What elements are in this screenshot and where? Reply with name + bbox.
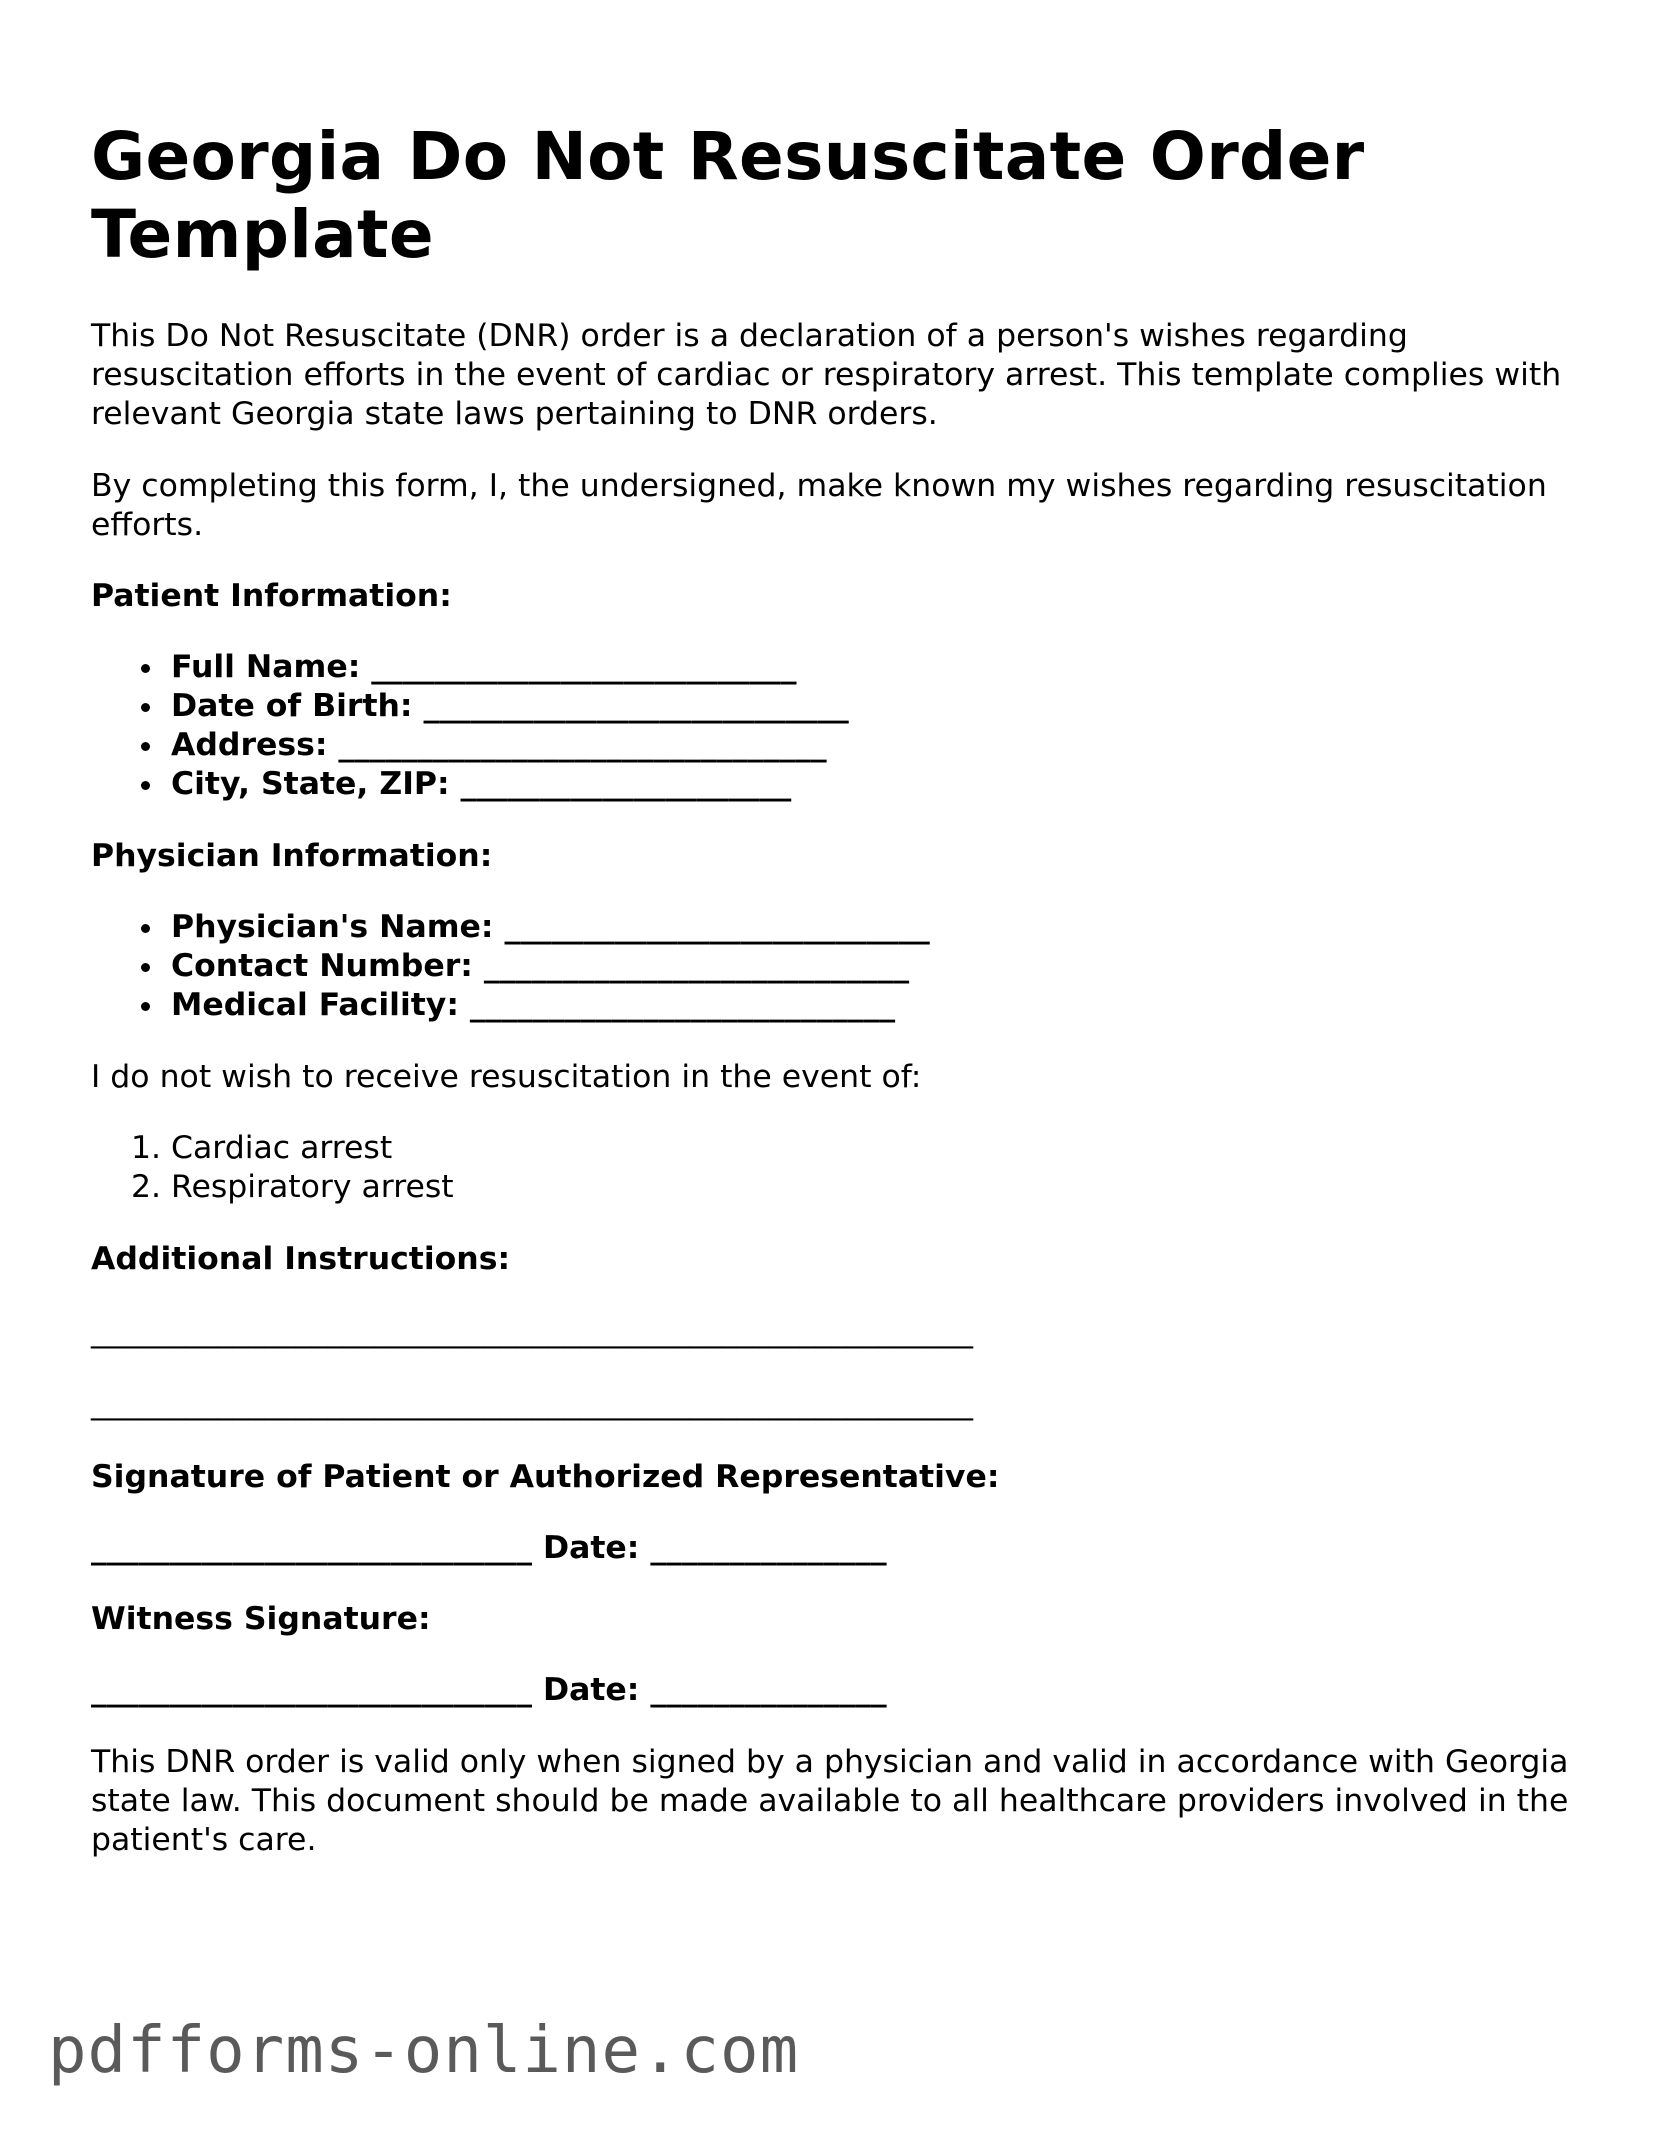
event-number: 2. (131, 1169, 162, 1205)
witness-signature-heading: Witness Signature: (91, 1601, 431, 1637)
additional-instructions-line-2[interactable]: ________________________________________________________ (91, 1385, 973, 1421)
patient-address-field[interactable]: Address: _______________________________ (171, 726, 1571, 765)
patient-dob-field[interactable]: Date of Birth: ___________________________ (171, 687, 1571, 726)
additional-instructions-line-1[interactable]: ________________________________________________________ (91, 1313, 973, 1349)
medical-facility-field[interactable]: Medical Facility: ___________________________ (171, 986, 1571, 1025)
physician-fields-list (91, 908, 1571, 1025)
resuscitation-statement: I do not wish to receive resuscitation in the event of: (91, 1059, 922, 1095)
document-page (91, 118, 1571, 1860)
patient-signature-heading: Signature of Patient or Authorized Representative: (91, 1459, 1000, 1495)
document-title: Georgia Do Not Resuscitate Order Template (91, 118, 1365, 273)
physician-name-field[interactable]: Physician's Name: ___________________________ (171, 908, 1571, 947)
patient-city-state-zip-field[interactable]: City, State, ZIP: _____________________ (171, 765, 1571, 804)
events-list (91, 1129, 1571, 1207)
patient-full-name-field[interactable]: Full Name: ___________________________ (171, 648, 1571, 687)
physician-contact-field[interactable]: Contact Number: ___________________________ (171, 947, 1571, 986)
patient-info-heading: Patient Information: (91, 578, 452, 614)
declaration-paragraph: By completing this form, I, the undersigned, make known my wishes regarding resuscitation efforts. (91, 468, 1547, 543)
event-text: Respiratory arrest (171, 1169, 454, 1205)
validity-notice: This DNR order is valid only when signed by a physician and valid in accordance with Georgia state law. This document should be made available to all healthcare providers involved in the patient's care. (91, 1744, 1569, 1858)
event-text: Cardiac arrest (171, 1130, 393, 1166)
patient-signature-date-line[interactable]: ____________________________ Date: _______________ (91, 1530, 887, 1566)
witness-signature-date-line[interactable]: ____________________________ Date: _______________ (91, 1672, 887, 1708)
intro-paragraph: This Do Not Resuscitate (DNR) order is a declaration of a person's wishes regarding resuscitation efforts in the event of cardiac or respiratory arrest. This template complies with relevant Georgia state laws pertaining to DNR orders. (91, 318, 1562, 432)
physician-info-heading: Physician Information: (91, 838, 493, 874)
additional-instructions-heading: Additional Instructions: (91, 1241, 511, 1277)
patient-fields-list (91, 648, 1571, 804)
site-watermark: pdfforms-online.com (48, 2014, 800, 2088)
event-number: 1. (131, 1130, 162, 1166)
event-item (131, 1129, 1571, 1168)
event-item (131, 1168, 1571, 1207)
